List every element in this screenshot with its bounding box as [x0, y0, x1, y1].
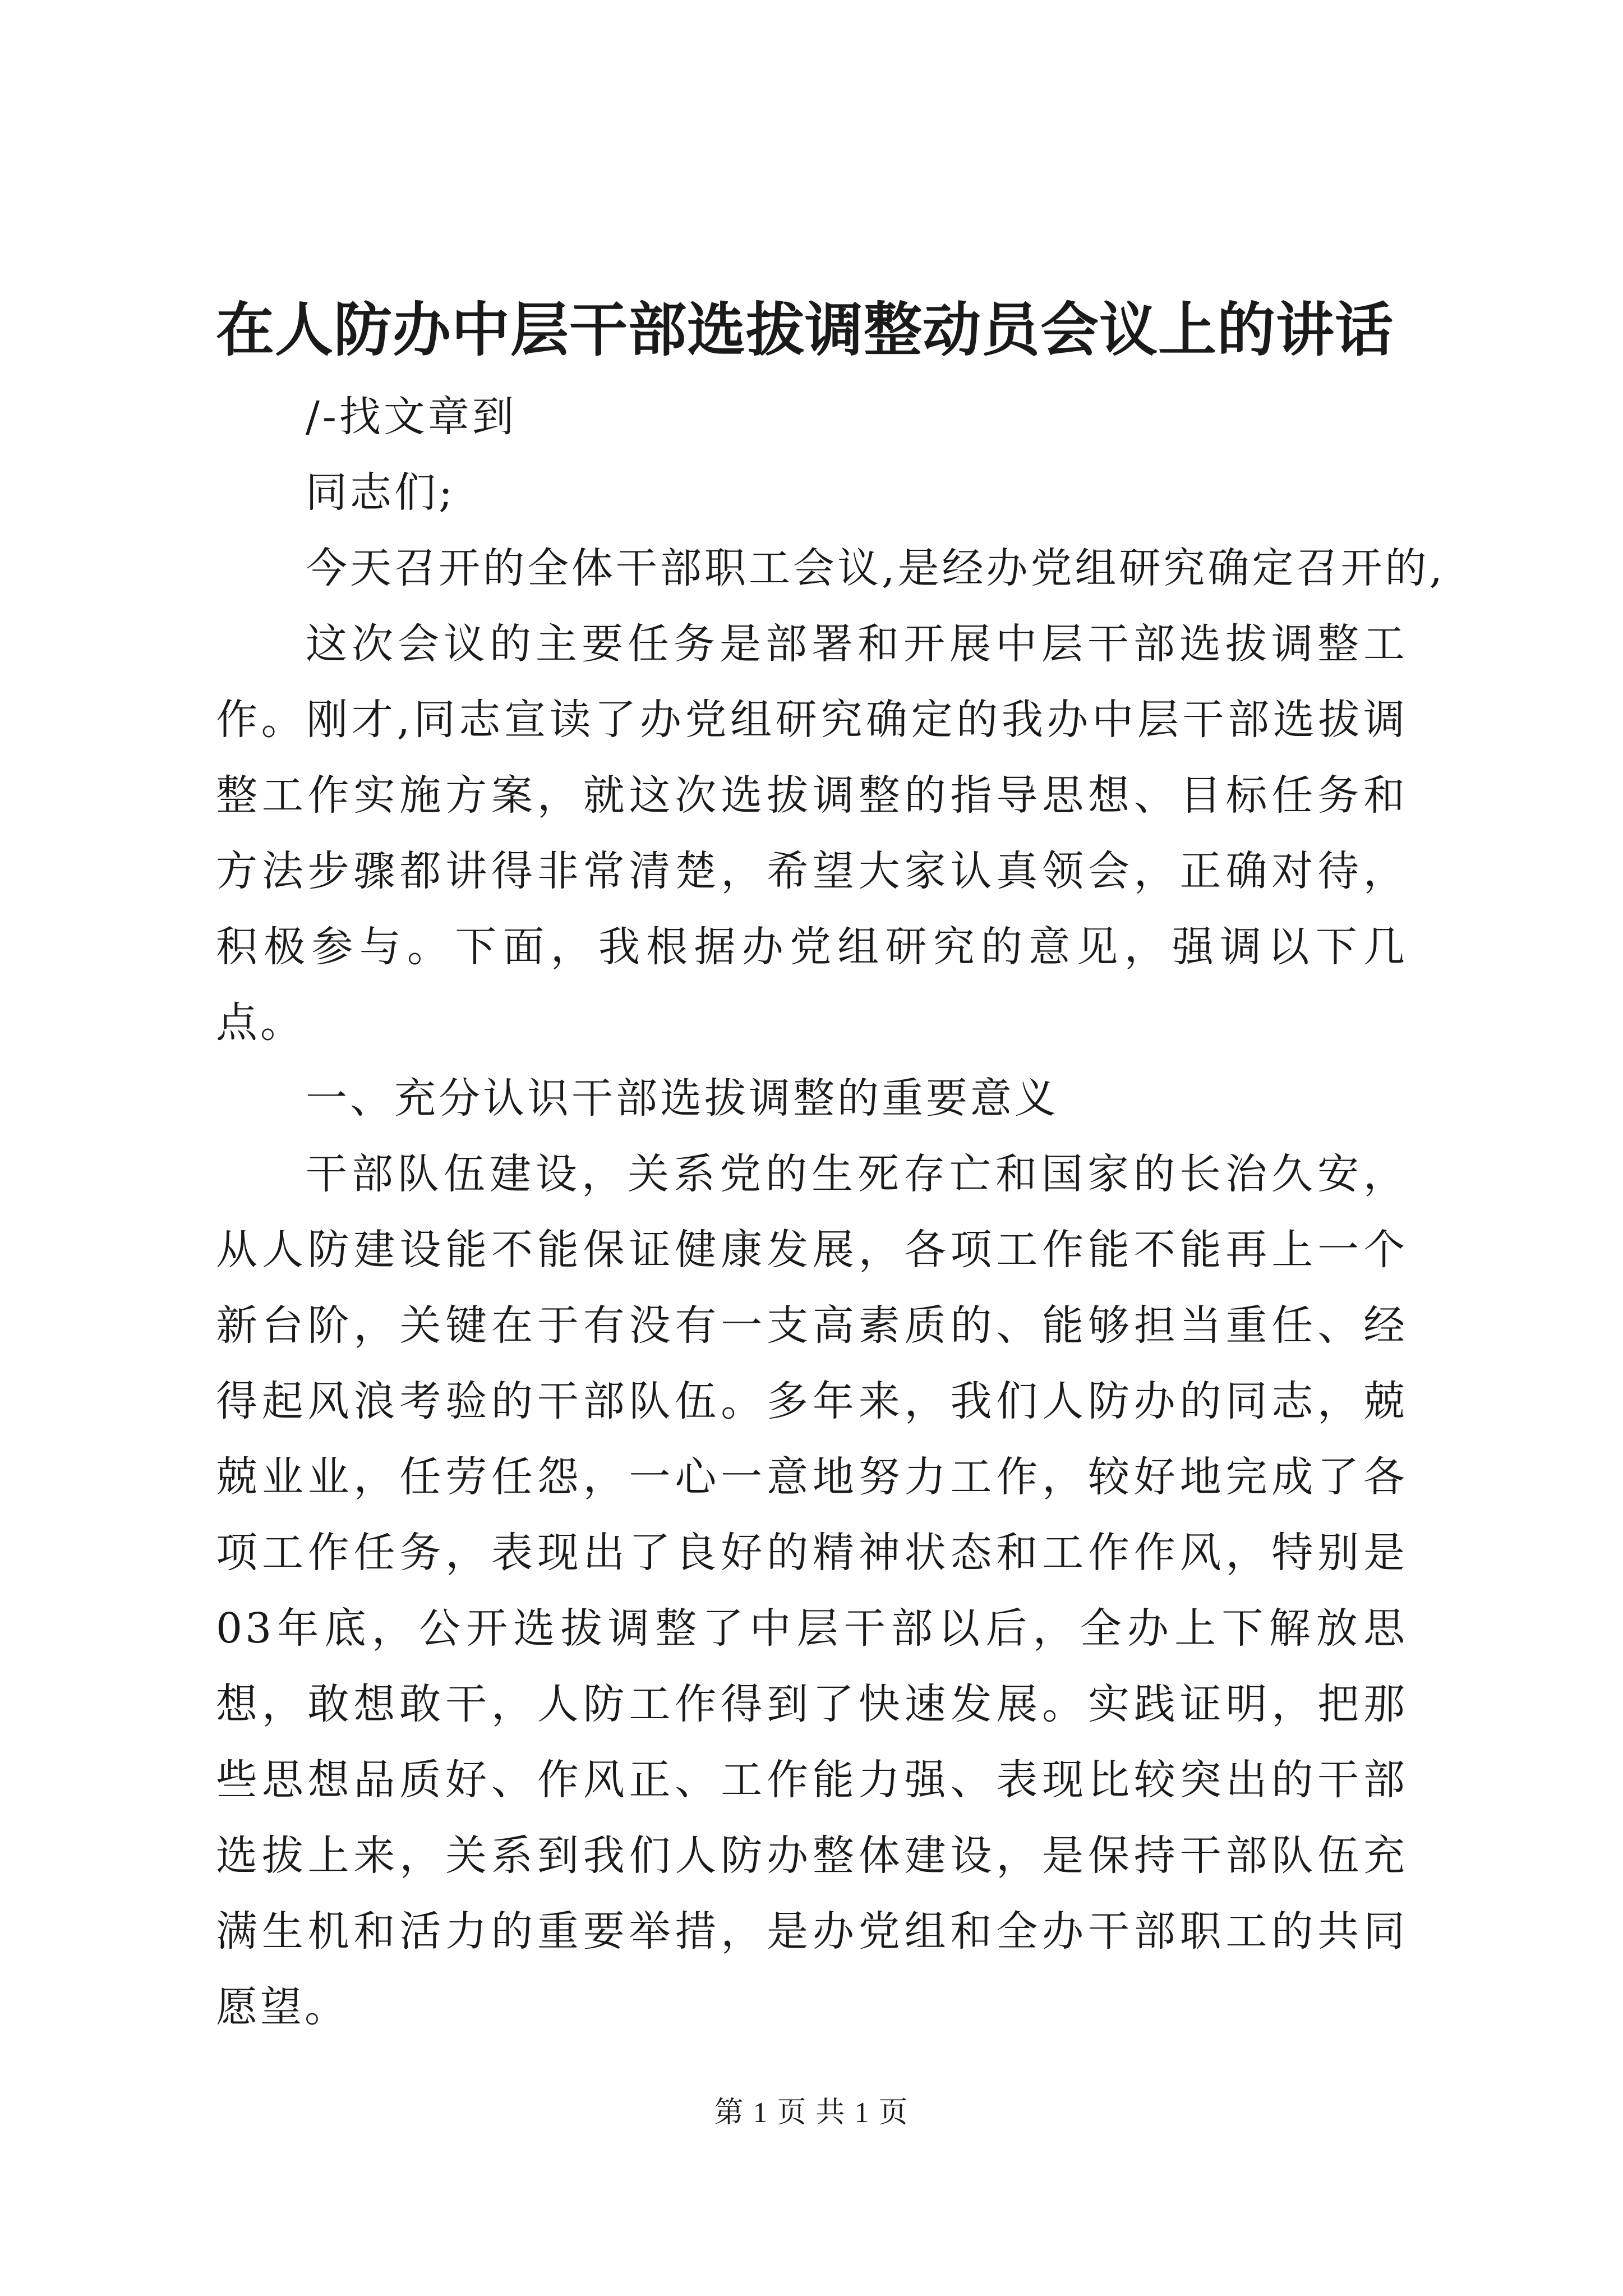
document-title: 在人防办中层干部选拔调整动员会议上的讲话 [216, 295, 1394, 364]
page-footer: 第 1 页 共 1 页 [714, 2097, 909, 2129]
paragraph-1: 今天召开的全体干部职工会议,是经办党组研究确定召开的, [306, 544, 1446, 592]
source-line: /-找文章到 [306, 393, 517, 441]
document-body [216, 379, 1446, 2045]
paragraph-2: 这次会议的主要任务是部署和开展中层干部选拔调整工作。刚才,同志宣读了办党组研究确定的我办中层干部选拔调整工作实施方案，就这次选拔调整的指导思想、目标任务和方法步骤都讲得非常清楚，希望大家认真领会，正确对待，积极参与。下面，我根据办党组研究的意见，强调以下几点。 [216, 620, 1408, 1047]
salutation: 同志们; [306, 468, 455, 517]
section-heading-1: 一、充分认识干部选拔调整的重要意义 [306, 1074, 1059, 1122]
paragraph-3: 干部队伍建设，关系党的生死存亡和国家的长治久安，从人防建设能不能保证健康发展，各项工作能不能再上一个新台阶，关键在于有没有一支高素质的、能够担当重任、经得起风浪考验的干部队伍。多年来，我们人防办的同志，兢兢业业，任劳任怨，一心一意地努力工作，较好地完成了各项工作任务，表现出了良好的精神状态和工作作风，特别是03年底，公开选拔调整了中层干部以后，全办上下解放思想，敢想敢干，人防工作得到了快速发展。实践证明，把那些思想品质好、作风正、工作能力强、表现比较突出的干部选拔上来，关系到我们人防办整体建设，是保持干部队伍充满生机和活力的重要举措，是办党组和全办干部职工的共同愿望。 [216, 1150, 1408, 2031]
